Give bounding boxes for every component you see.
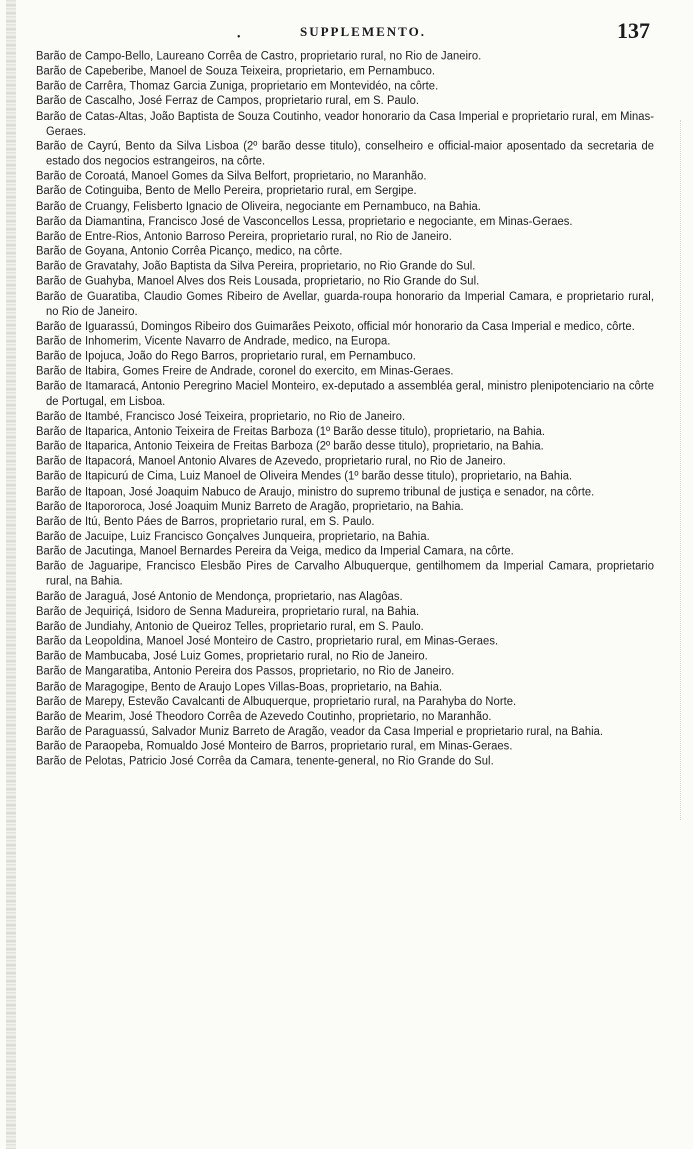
baron-entry: Barão de Itamaracá, Antonio Peregrino Maciel Monteiro, ex-deputado a assembléa geral, ministro plenipotenciario na côrte de Portugal, em Lisboa. [36,380,654,408]
baron-entry: Barão de Capeberibe, Manoel de Souza Teixeira, proprietario, em Pernambuco. [36,65,436,78]
baron-entry: Barão de Pelotas, Patricio José Corrêa da Camara, tenente-general, no Rio Grande do Sul. [36,755,494,769]
baron-entry: Barão de Carrêra, Thomaz Garcia Zuniga, proprietario em Montevidéo, na côrte. [36,80,439,93]
baron-entry: Barão de Guaratiba, Claudio Gomes Ribeiro de Avellar, guarda-roupa honorario da Imperial Camara, e proprietario rural, no Rio de Janeiro. [36,290,654,318]
running-title: SUPPLEMENTO. [300,24,426,39]
page-margin-mark [680,120,687,820]
baron-entry: Barão de Itapicurú de Cima, Luiz Manoel de Oliveira Mendes (1º barão desse titulo), proprietario, na Bahia. [36,470,573,483]
baron-entry: Barão de Cascalho, José Ferraz de Campos, proprietario rural, em S. Paulo. [36,95,420,108]
baron-entry: Barão de Maragogipe, Bento de Araujo Lopes Villas-Boas, proprietario, na Bahia. [36,680,443,694]
baron-entry: Barão de Itaparica, Antonio Teixeira de Freitas Barboza (2º barão desse titulo), proprietario, na Bahia. [36,440,544,453]
baron-entry: Barão de Jaraguá, José Antonio de Mendonça, proprietario, nas Alagôas. [36,590,403,603]
baron-entry: Barão de Itaparica, Antonio Teixeira de Freitas Barboza (1º Barão desse titulo), proprietario, na Bahia. [36,425,546,438]
baron-entry: Barão de Itabira, Gomes Freire de Andrade, coronel do exercito, em Minas-Geraes. [36,365,454,378]
baron-entry: Barão de Mangaratiba, Antonio Pereira dos Passos, proprietario, no Rio de Janeiro. [36,665,455,679]
header-dot: • [237,32,241,43]
baron-entry: Barão de Inhomerim, Vicente Navarro de Andrade, medico, na Europa. [36,335,391,348]
baron-entry: Barão de Cotinguiba, Bento de Mello Pereira, proprietario rural, em Sergipe. [36,185,417,198]
baron-entry: Barão de Jacutinga, Manoel Bernardes Pereira da Veiga, medico da Imperial Camara, na côrte. [36,545,514,558]
baron-entry: Barão de Campo-Bello, Laureano Corrêa de Castro, proprietario rural, no Rio de Janeiro. [36,50,482,63]
baron-entry: Barão de Paraopeba, Romualdo José Monteiro de Barros, proprietario rural, em Minas-Geraes. [36,740,513,754]
baron-entry: Barão de Ipojuca, João do Rego Barros, proprietario rural, em Pernambuco. [36,350,416,363]
baron-entry: Barão de Goyana, Antonio Corrêa Picanço, medico, na côrte. [36,245,343,258]
baron-entry: Barão de Coroatá, Manoel Gomes da Silva Belfort, proprietario, no Maranhão. [36,170,427,183]
baron-entry: Barão de Cruangy, Felisberto Ignacio de Oliveira, negociante em Pernambuco, na Bahia. [36,200,481,213]
baron-entry: Barão de Jacuipe, Luiz Francisco Gonçalves Junqueira, proprietario, na Bahia. [36,530,430,543]
baron-entry: Barão de Itú, Bento Páes de Barros, proprietario rural, em S. Paulo. [36,515,375,528]
page-header [40,18,660,50]
baron-entry: Barão de Catas-Altas, João Baptista de Souza Coutinho, veador honorario da Casa Imperial e proprietario rural, em Minas-Geraes. [36,110,654,138]
baron-entry: Barão de Entre-Rios, Antonio Barroso Pereira, proprietario rural, no Rio de Janeiro. [36,230,452,243]
baron-entry: Barão de Guahyba, Manoel Alves dos Reis Lousada, proprietario, no Rio Grande do Sul. [36,275,480,288]
baron-entry: Barão de Jaguaripe, Francisco Elesbão Pires de Carvalho Albuquerque, gentilhomem da Imperial Camara, proprietario rural, na Bahia. [36,560,654,588]
baron-entry: Barão de Cayrú, Bento da Silva Lisboa (2º barão desse titulo), conselheiro e official-maior aposentado da secretaria de estado dos negocios estrangeiros, na côrte. [36,140,654,168]
baron-entry: Barão de Mearim, José Theodoro Corrêa de Azevedo Coutinho, proprietario, no Maranhão. [36,710,492,724]
baron-entry: Barão de Mambucaba, José Luiz Gomes, proprietario rural, no Rio de Janeiro. [36,650,428,664]
baron-entry: Barão da Diamantina, Francisco José de Vasconcellos Lessa, proprietario e negociante, em Minas-Geraes. [36,215,573,228]
baron-entry: Barão de Jequiriçá, Isidoro de Senna Madureira, proprietario rural, na Bahia. [36,605,420,618]
baron-entry: Barão de Marepy, Estevão Cavalcanti de Albuquerque, proprietario rural, na Parahyba do Norte. [36,695,517,709]
baron-entry: Barão da Leopoldina, Manoel José Monteiro de Castro, proprietario rural, em Minas-Geraes. [36,635,499,648]
page-number: 137 [617,18,650,43]
baron-entry: Barão de Itapororoca, José Joaquim Muniz Barreto de Aragão, proprietario, na Bahia. [36,500,464,513]
baron-entry: Barão de Itambé, Francisco José Teixeira, proprietario, no Rio de Janeiro. [36,410,406,423]
baron-entry: Barão de Itapacorá, Manoel Antonio Alvares de Azevedo, proprietario rural, no Rio de Janeiro. [36,455,506,468]
baron-entry: Barão de Gravatahy, João Baptista da Silva Pereira, proprietario, no Rio Grande do Sul. [36,260,476,273]
baron-entry: Barão de Iguarassú, Domingos Ribeiro dos Guimarães Peixoto, official mór honorario da Casa Imperial e medico, côrte. [36,320,635,333]
baron-entry: Barão de Paraguassú, Salvador Muniz Barreto de Aragão, veador da Casa Imperial e proprietario rural, na Bahia. [36,725,604,739]
page-binding-edge [6,0,16,1149]
baron-entry: Barão de Itapoan, José Joaquim Nabuco de Araujo, ministro do supremo tribunal de justiça e senador, na côrte. [36,485,595,498]
baron-entry: Barão de Jundiahy, Antonio de Queiroz Telles, proprietario rural, em S. Paulo. [36,620,424,633]
baron-entries-list [36,49,654,769]
